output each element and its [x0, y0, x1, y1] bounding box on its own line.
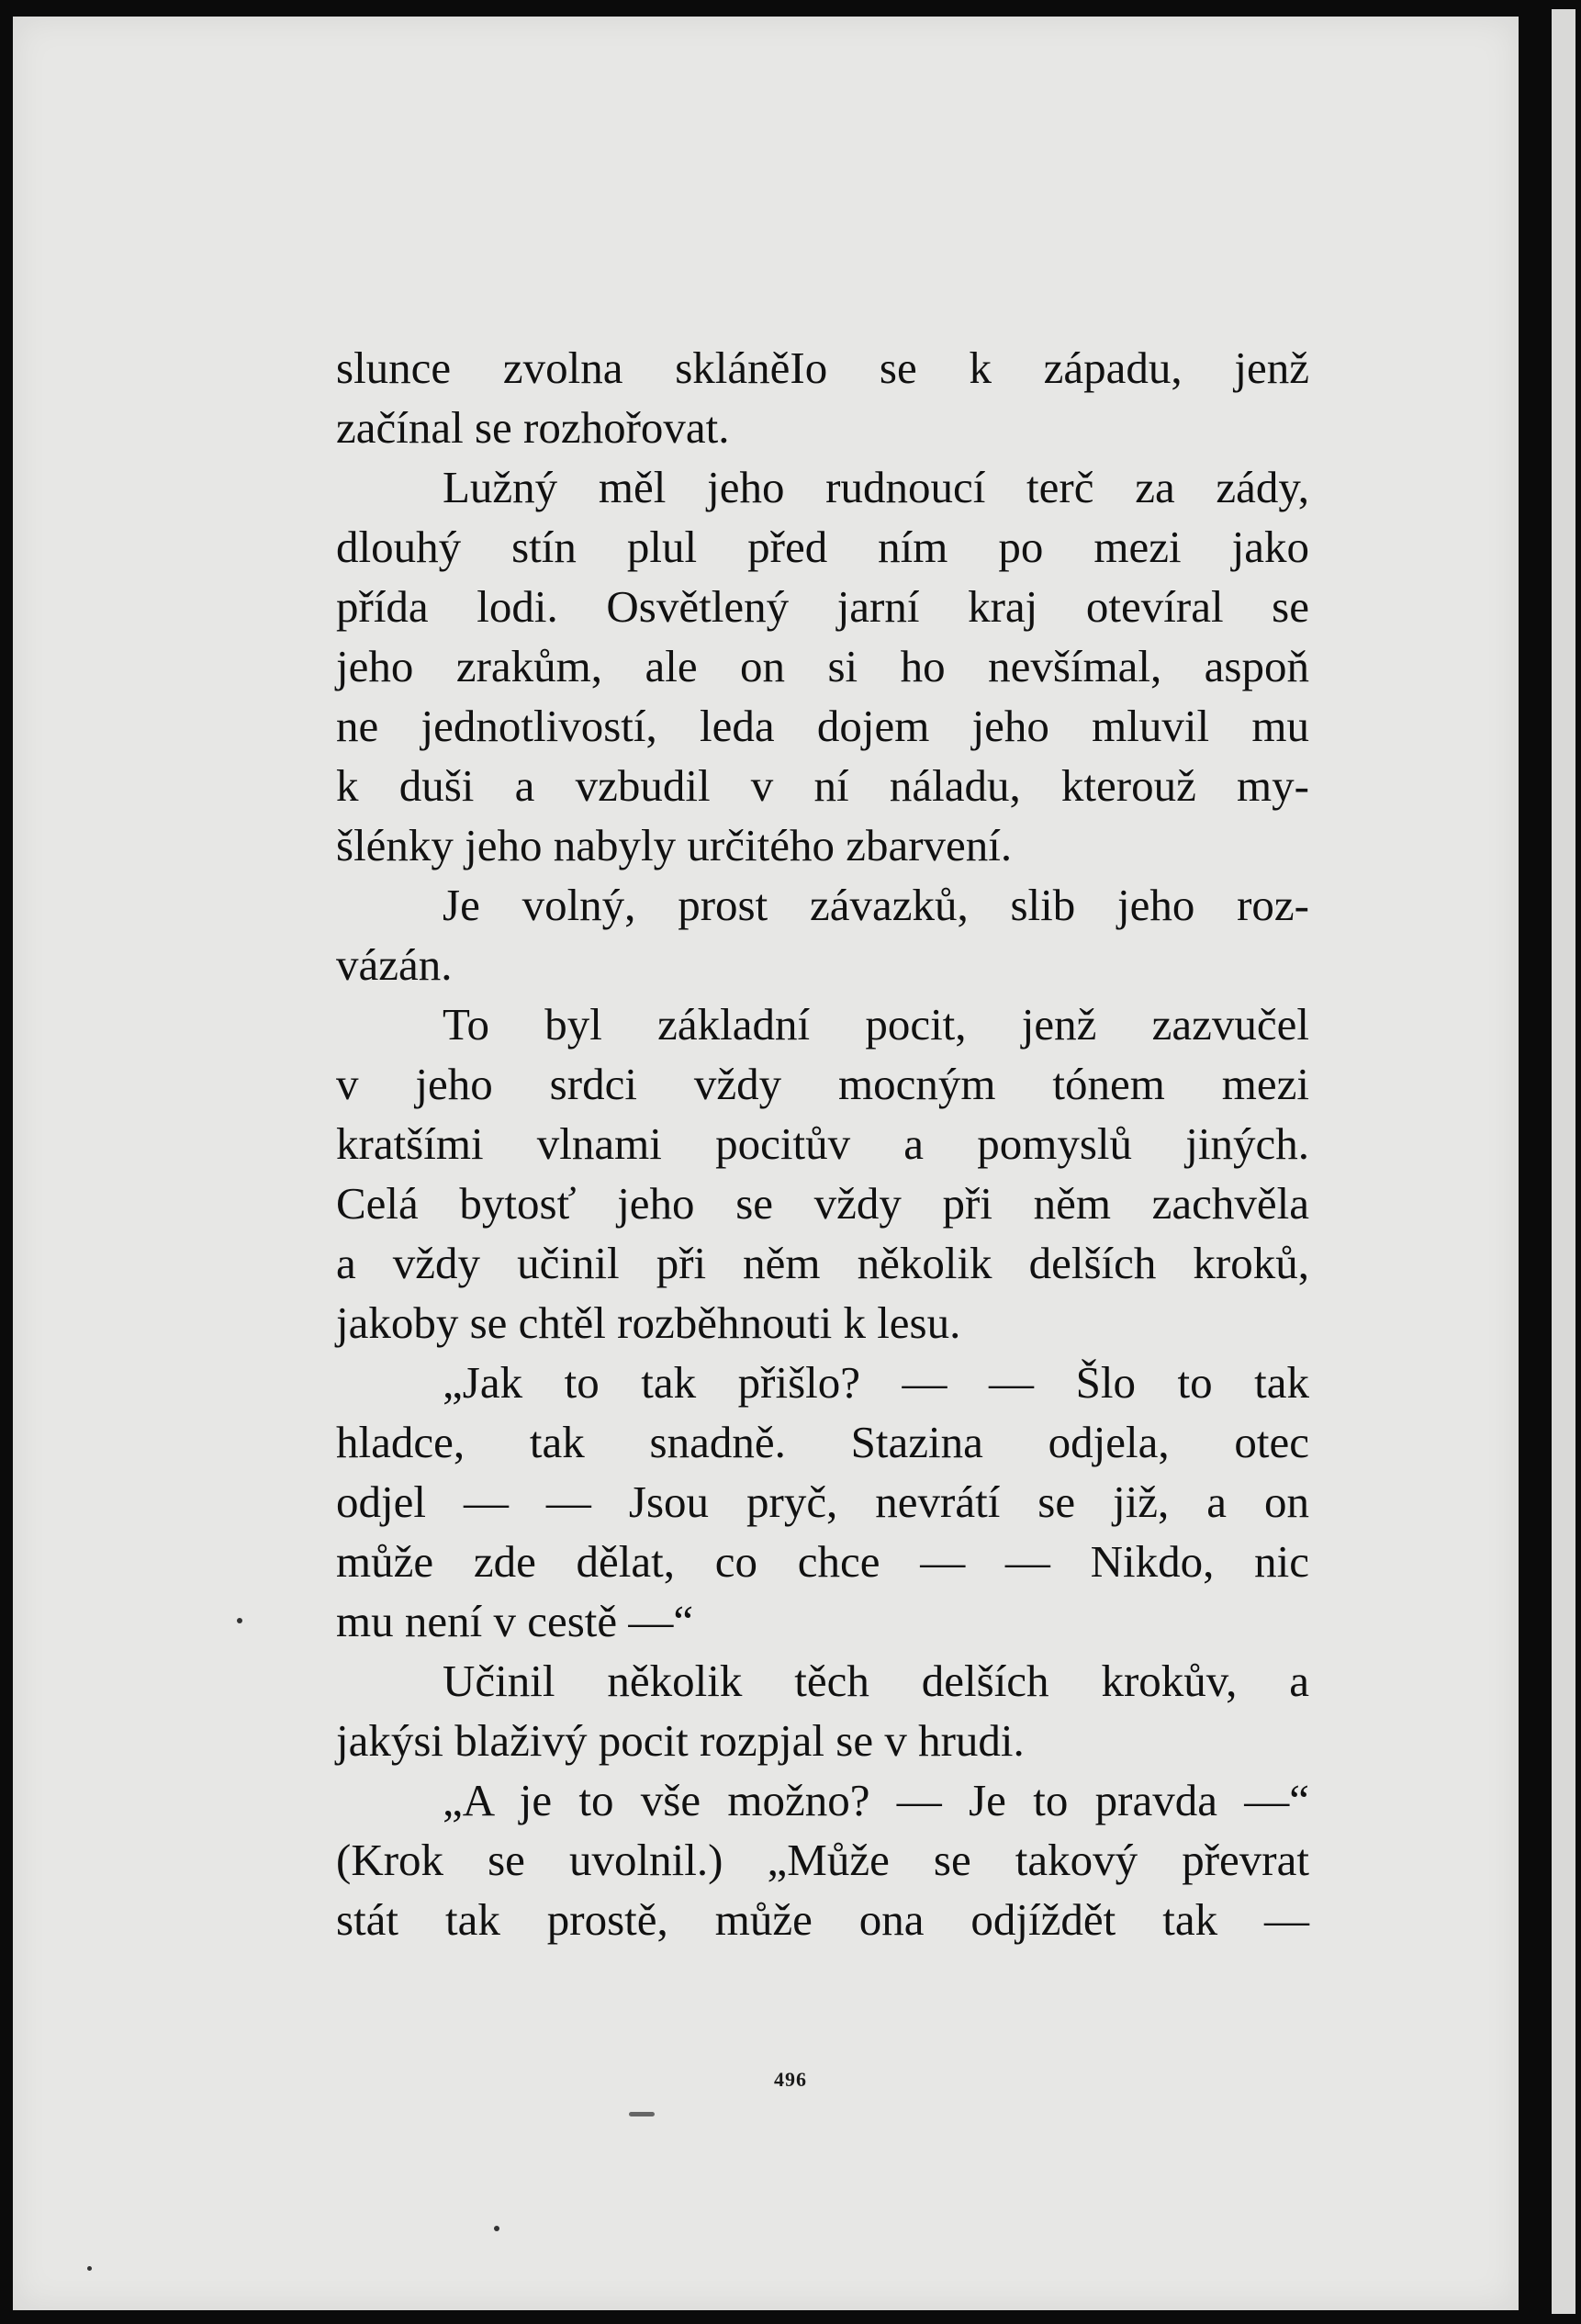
page-number: 496 — [774, 2068, 807, 2091]
text-line: šlénky jeho nabyly určitého zbarvení. — [336, 820, 1013, 870]
text-line: hladce, tak snadně. Stazina odjela, otec — [336, 1417, 1309, 1467]
text-line: a vždy učinil při něm několik delších kroků, — [336, 1238, 1309, 1288]
text-line: jeho zrakům, ale on si ho nevšímal, aspoň — [336, 641, 1309, 691]
text-line: „Jak to tak přišlo? — — Šlo to tak — [443, 1357, 1309, 1408]
text-line: To byl základní pocit, jenž zazvučel — [443, 999, 1309, 1050]
text-line: stát tak prostě, může ona odjíždět tak — — [336, 1894, 1309, 1945]
text-line: Lužný měl jeho rudnoucí terč za zády, — [443, 462, 1309, 512]
print-speck — [87, 2266, 92, 2271]
text-line: Je volný, prost závazků, slib jeho roz- — [443, 880, 1309, 930]
text-line: jakoby se chtěl rozběhnouti k lesu. — [336, 1297, 961, 1348]
text-line: Celá bytosť jeho se vždy při něm zachvěla — [336, 1178, 1309, 1229]
print-speck — [494, 2226, 499, 2231]
body-text — [336, 338, 1309, 1949]
text-line: jakýsi blaživý pocit rozpjal se v hrudi. — [336, 1715, 1025, 1766]
text-line: k duši a vzbudil v ní náladu, kterouž my- — [336, 760, 1309, 811]
next-page-edge — [1552, 9, 1575, 2314]
text-line: Učinil několik těch delších krokův, a — [443, 1656, 1309, 1706]
text-line: v jeho srdci vždy mocným tónem mezi — [336, 1059, 1309, 1109]
text-line: může zde dělat, co chce — — Nikdo, nic — [336, 1536, 1309, 1587]
text-line: začínal se rozhořovat. — [336, 402, 730, 453]
text-line: přída lodi. Osvětlený jarní kraj otevíral se — [336, 581, 1309, 632]
text-line: mu není v cestě —“ — [336, 1596, 694, 1646]
text-line: „A je to vše možno? — Je to pravda —“ — [443, 1775, 1309, 1825]
text-line: dlouhý stín plul před ním po mezi jako — [336, 522, 1309, 572]
text-line: odjel — — Jsou pryč, nevrátí se již, a on — [336, 1476, 1309, 1527]
text-line: ne jednotlivostí, leda dojem jeho mluvil mu — [336, 701, 1309, 751]
print-speck — [629, 2112, 655, 2116]
print-speck — [237, 1618, 242, 1623]
text-line: (Krok se uvolnil.) „Může se takový převrat — [336, 1835, 1309, 1885]
text-line: slunce zvolna skláněIo se k západu, jenž — [336, 342, 1309, 393]
text-line: kratšími vlnami pocitův a pomyslů jiných. — [336, 1118, 1309, 1169]
text-line: vázán. — [336, 939, 453, 990]
